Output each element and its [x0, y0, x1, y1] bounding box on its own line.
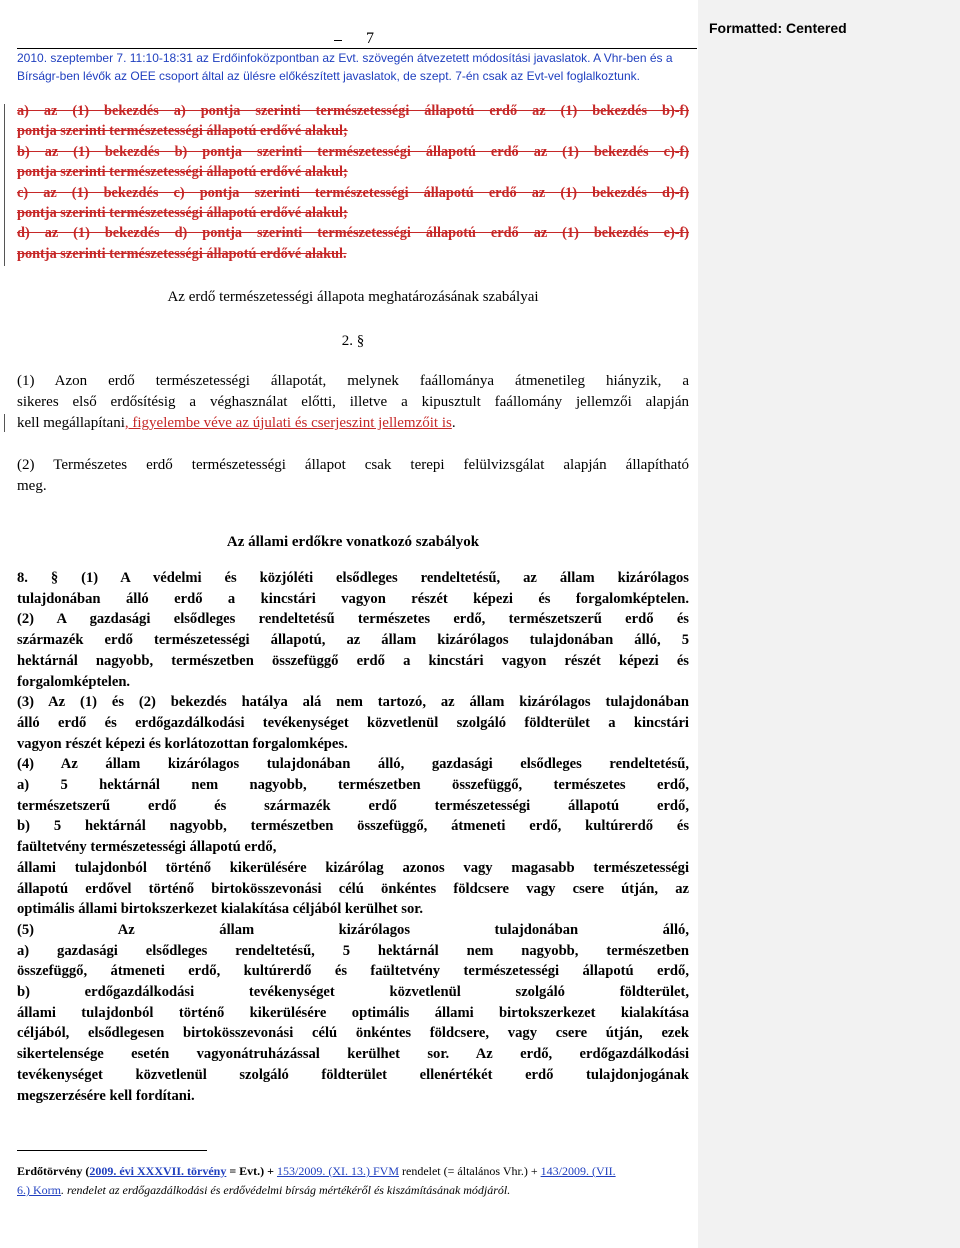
paragraph-line: vagyon részét képezi és korlátozottan forgalomképes.	[17, 735, 348, 752]
paragraph-line: megszerzésére kell fordítani.	[17, 1087, 195, 1104]
paragraph-line: (2) Természetes erdő természetességi állapot csak terepi felülvizsgálat alapján állapítható	[17, 457, 689, 473]
footer-link[interactable]: 2009. évi XXXVII. törvény	[89, 1164, 227, 1178]
paragraph-line: álló erdő és erdőgazdálkodási tevékenységet közvetlenül szolgáló földterület a kincstári	[17, 714, 689, 731]
section-number: 2. §	[341, 333, 365, 349]
paragraph-line: hektárnál nagyobb, természetben összefüggő erdő a kincstári vagyon részét képezi és	[17, 652, 689, 669]
deleted-line: c) az (1) bekezdés c) pontja szerinti természetességi állapotú erdő az (1) bekezdés d)-f)	[17, 184, 689, 201]
state-forest-rules	[17, 568, 689, 1106]
paragraph-line: b) 5 hektárnál nagyobb, természetben összefüggő, átmeneti erdő, kultúrerdő és	[17, 818, 689, 835]
header-line-1: 2010. szeptember 7. 11:10-18:31 az Erdőinfoközpontban az Evt. szövegén átvezetett módosítási javaslatok. A Vhr-ben és a	[17, 51, 673, 65]
footer-link[interactable]: 143/2009. (VII.	[540, 1164, 616, 1178]
paragraph-line: (3) Az (1) és (2) bekezdés hatálya alá nem tartozó, az állam kizárólagos tulajdonában	[17, 694, 689, 711]
paragraph-line: állami tulajdonból történő kikerülésére kizárólag azonos vagy magasabb természetességi	[17, 859, 689, 876]
paragraph-line: b) erdőgazdálkodási tevékenységet közvetlenül szolgáló földterület,	[17, 984, 689, 1001]
page-number	[334, 30, 374, 50]
page-number-value: 7	[366, 30, 374, 47]
paragraph-line: (4) Az állam kizárólagos tulajdonában álló, gazdasági elsődleges rendeltetésű,	[17, 756, 689, 773]
paragraph-text: kell megállapítani	[17, 415, 125, 431]
deleted-line: d) az (1) bekezdés d) pontja szerinti természetességi állapotú erdő az (1) bekezdés e)-f)	[17, 225, 689, 242]
inserted-text: , figyelembe véve az újulati és cserjeszint jellemzőit is	[124, 415, 452, 431]
deleted-line: pontja szerinti természetességi állapotú erdővé alakul;	[17, 205, 348, 222]
deleted-line: pontja szerinti természetességi állapotú erdővé alakul;	[17, 123, 348, 140]
paragraph-line: a) gazdasági elsődleges rendeltetésű, 5 hektárnál nem nagyobb, természetben	[17, 942, 689, 959]
footer-rule	[17, 1150, 207, 1151]
paragraph-line: sikertelensége esetén vagyonátruházással kerülhet sor. Az erdő, erdőgazdálkodási	[17, 1046, 689, 1063]
paragraph-line: (2) A gazdasági elsődleges rendeltetésű természetes erdő, természetszerű erdő és	[17, 611, 689, 628]
paragraph-line: (5) Az állam kizárólagos tulajdonában álló,	[17, 921, 689, 938]
footer-text: Erdőtörvény (	[17, 1164, 90, 1178]
paragraph-line: sikeres első erdősítésig a véghasználat előtti, illetve a kipusztult faállomány jellemzői alapján	[17, 394, 689, 410]
running-header	[17, 49, 697, 85]
paragraph-line: 8. § (1) A védelmi és közjóléti elsődleges rendeltetésű, az állam kizárólagos	[17, 570, 689, 586]
deleted-line: pontja szerinti természetességi állapotú erdővé alakul.	[17, 245, 347, 262]
paragraph-line: céljából, elsődlegesen birtokösszevonási célú önkéntes földcsere, vagy csere útján, ezek	[17, 1025, 689, 1042]
paragraph-line	[17, 413, 689, 434]
paragraph-1	[17, 371, 689, 434]
deleted-text-block	[17, 101, 689, 264]
footer-text: rendelet (= általános Vhr.) +	[399, 1164, 541, 1178]
paragraph-line: a) 5 hektárnál nem nagyobb, természetben összefüggő, természetes erdő,	[17, 777, 689, 794]
paragraph-line: állapotú erdővel történő birtokösszevonási célú önkéntes földcsere vagy csere útján, az	[17, 880, 689, 897]
paragraph-line: optimális állami birtokszerkezet kialakítása céljából kerülhet sor.	[17, 901, 424, 918]
paragraph-line: tevékenységet közvetlenül szolgáló földterület ellenértékét erdő tulajdonjogának	[17, 1066, 689, 1083]
deleted-line: b) az (1) bekezdés b) pontja szerinti természetességi állapotú erdő az (1) bekezdés c)-f)	[17, 143, 689, 160]
footer	[17, 1162, 689, 1200]
footer-link[interactable]: 153/2009. (XI. 13.) FVM	[277, 1164, 399, 1178]
paragraph-line: összefüggő, átmeneti erdő, kultúrerdő és faültetvény természetességi állapotú erdő,	[17, 963, 689, 980]
paragraph-line: állami tulajdonból történő kikerülésére optimális állami birtokszerkezet kialakítása	[17, 1004, 689, 1021]
paragraph-line: származék erdő természetességi állapotú, az állam kizárólagos tulajdonában álló, 5	[17, 632, 689, 649]
paragraph-line: tulajdonában álló erdő a kincstári vagyon részét képezi és forgalomképtelen.	[17, 590, 689, 607]
section-heading: Az erdő természetességi állapota meghatározásának szabályai	[167, 289, 539, 305]
paragraph-line: forgalomképtelen.	[17, 673, 131, 690]
section-heading-state-forests: Az állami erdőkre vonatkozó szabályok	[226, 534, 480, 550]
footer-text: . rendelet az erdőgazdálkodási és erdővédelmi bírság mértékéről és kiszámításának módjáról.	[61, 1183, 511, 1197]
change-bar	[4, 414, 5, 432]
paragraph-2	[17, 455, 689, 497]
deleted-line: pontja szerinti természetességi állapotú erdővé alakul;	[17, 164, 348, 181]
comment-sidebar	[698, 0, 960, 1248]
deleted-line: a) az (1) bekezdés a) pontja szerinti természetességi állapotú erdő az (1) bekezdés b)-f)	[17, 103, 689, 119]
page-number-dash	[334, 40, 342, 41]
paragraph-line: meg.	[17, 478, 47, 494]
paragraph-line: természetszerű erdő és származék erdő természetességi állapotú erdő,	[17, 797, 689, 814]
paragraph-line: (1) Azon erdő természetességi állapotát, melynek faállománya átmenetileg hiányzik, a	[17, 373, 689, 389]
formatting-note: Formatted: Centered	[709, 20, 847, 36]
change-bar	[4, 104, 5, 266]
header-line-2: Bírságr-ben lévők az OEE csoport által az ülésre előkészített javaslatok, de szept. 7-én csak az Evt-vel foglalkoztunk.	[17, 69, 640, 83]
footer-link[interactable]: 6.) Korm	[17, 1183, 61, 1197]
paragraph-line: faültetvény természetességi állapotú erdő,	[17, 839, 277, 856]
paragraph-text: .	[451, 415, 456, 431]
footer-text: = Evt.) +	[226, 1164, 277, 1178]
